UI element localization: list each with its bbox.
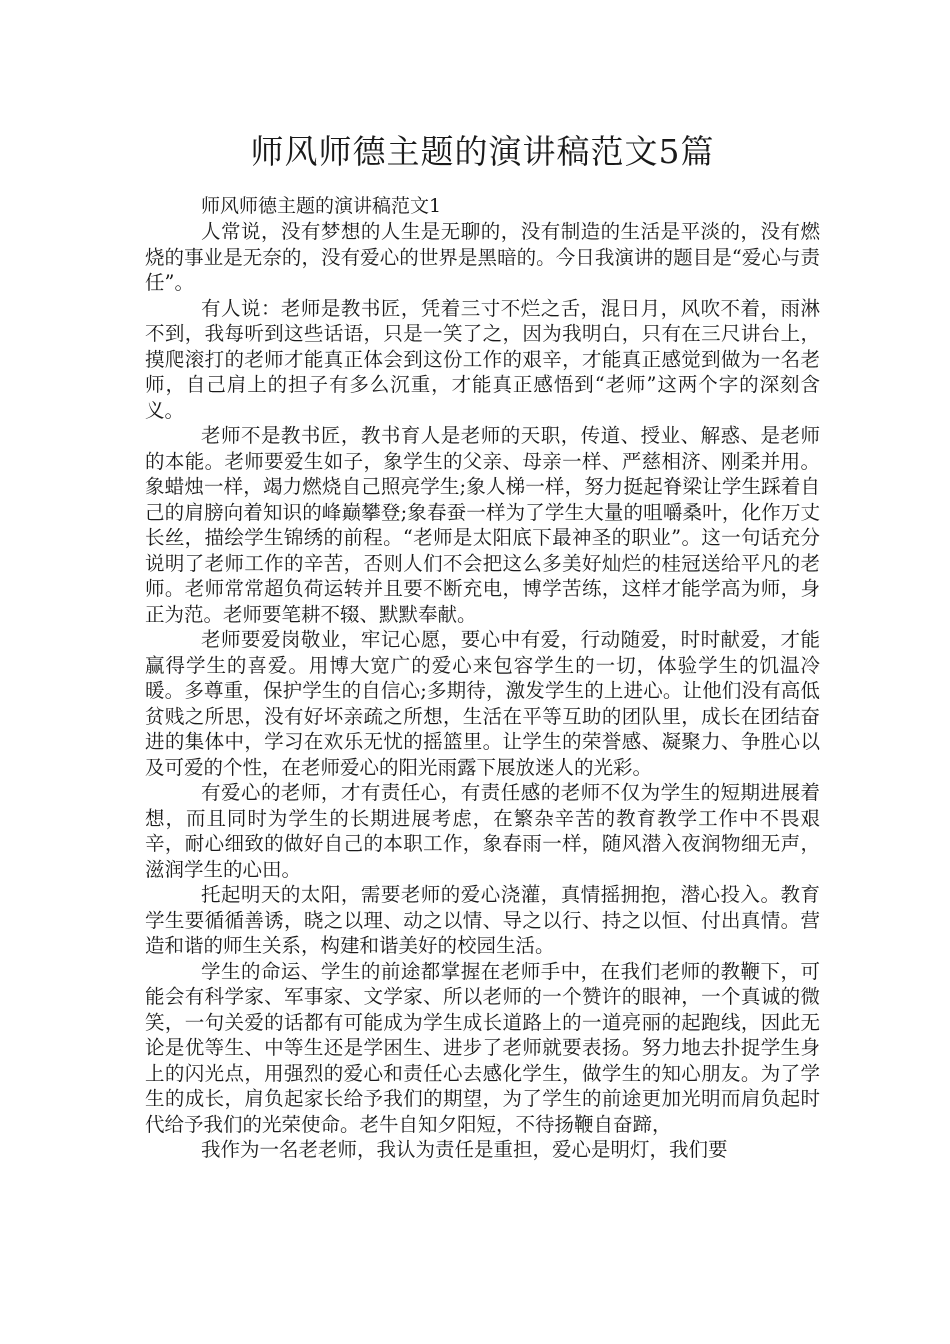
paragraph-5: 有爱心的老师，才有责任心，有责任感的老师不仅为学生的短期进展着想，而且同时为学生的长期进展考虑，在繁杂辛苦的教育教学工作中不畏艰辛，耐心细致的做好自己的本职工作，象春雨一样，随风潜入夜润物细无声，滋润学生的心田。 <box>145 781 820 881</box>
paragraph-3: 老师不是教书匠，教书育人是老师的天职，传道、授业、解惑、是老师的本能。老师要爱生如子，象学生的父亲、母亲一样、严慈相济、刚柔并用。象蜡烛一样，竭力燃烧自己照亮学生;象人梯一样，努力挺起脊梁让学生踩着自己的肩膀向着知识的峰巅攀登;象春蚕一样为了学生大量的咀嚼桑叶，化作万丈长丝，描绘学生锦绣的前程。“老师是太阳底下最神圣的职业”。这一句话充分说明了老师工作的辛苦，否则人们不会把这么多美好灿烂的桂冠送给平凡的老师。老师常常超负荷运转并且要不断充电，博学苦练，这样才能学高为师，身正为范。老师要笔耕不辍、默默奉献。 <box>145 424 820 626</box>
paragraph-7: 学生的命运、学生的前途都掌握在老师手中，在我们老师的教鞭下，可能会有科学家、军事家、文学家、所以老师的一个赞许的眼神，一个真诚的微笑，一句关爱的话都有可能成为学生成长道路上的一道亮丽的起跑线，因此无论是优等生、中等生还是学困生、进步了老师就要表扬。努力地去扑捉学生身上的闪光点，用强烈的爱心和责任心去感化学生，做学生的知心朋友。为了学生的成长，肩负起家长给予我们的期望，为了学生的前途更加光明而肩负起时代给予我们的光荣使命。老牛自知夕阳短，不待扬鞭自奋蹄， <box>145 959 820 1136</box>
paragraph-2: 有人说：老师是教书匠，凭着三寸不烂之舌，混日月，风吹不着，雨淋不到，我每听到这些话语，只是一笑了之，因为我明白，只有在三尺讲台上，摸爬滚打的老师才能真正体会到这份工作的艰辛，才能真正感觉到做为一名老师，自己肩上的担子有多么沉重，才能真正感悟到“老师”这两个字的深刻含义。 <box>145 296 820 422</box>
paragraph-1: 人常说，没有梦想的人生是无聊的，没有制造的生活是平淡的，没有燃烧的事业是无奈的，没有爱心的世界是黑暗的。今日我演讲的题目是“爱心与责任”。 <box>145 220 820 294</box>
section-title: 师风师德主题的演讲稿范文1 <box>201 195 442 217</box>
document-page <box>145 0 820 1163</box>
paragraph-8: 我作为一名老老师，我认为责任是重担，爱心是明灯，我们要 <box>201 1138 728 1161</box>
article-body <box>145 194 820 1163</box>
document-title: 师风师德主题的演讲稿范文5篇 <box>250 132 715 171</box>
paragraph-6: 托起明天的太阳，需要老师的爱心浇灌，真情摇拥抱，潜心投入。教育学生要循循善诱，晓之以理、动之以情、导之以行、持之以恒、付出真情。营造和谐的师生关系，构建和谐美好的校园生活。 <box>145 883 820 957</box>
paragraph-4: 老师要爱岗敬业，牢记心愿，要心中有爱，行动随爱，时时献爱，才能赢得学生的喜爱。用博大宽广的爱心来包容学生的一切，体验学生的饥温冷暖。多尊重，保护学生的自信心;多期待，激发学生的上进心。让他们没有高低贫贱之所思，没有好坏亲疏之所想，生活在平等互助的团队里，成长在团结奋进的集体中，学习在欢乐无忧的摇篮里。让学生的荣誉感、凝聚力、争胜心以及可爱的个性，在老师爱心的阳光雨露下展放迷人的光彩。 <box>145 628 820 779</box>
